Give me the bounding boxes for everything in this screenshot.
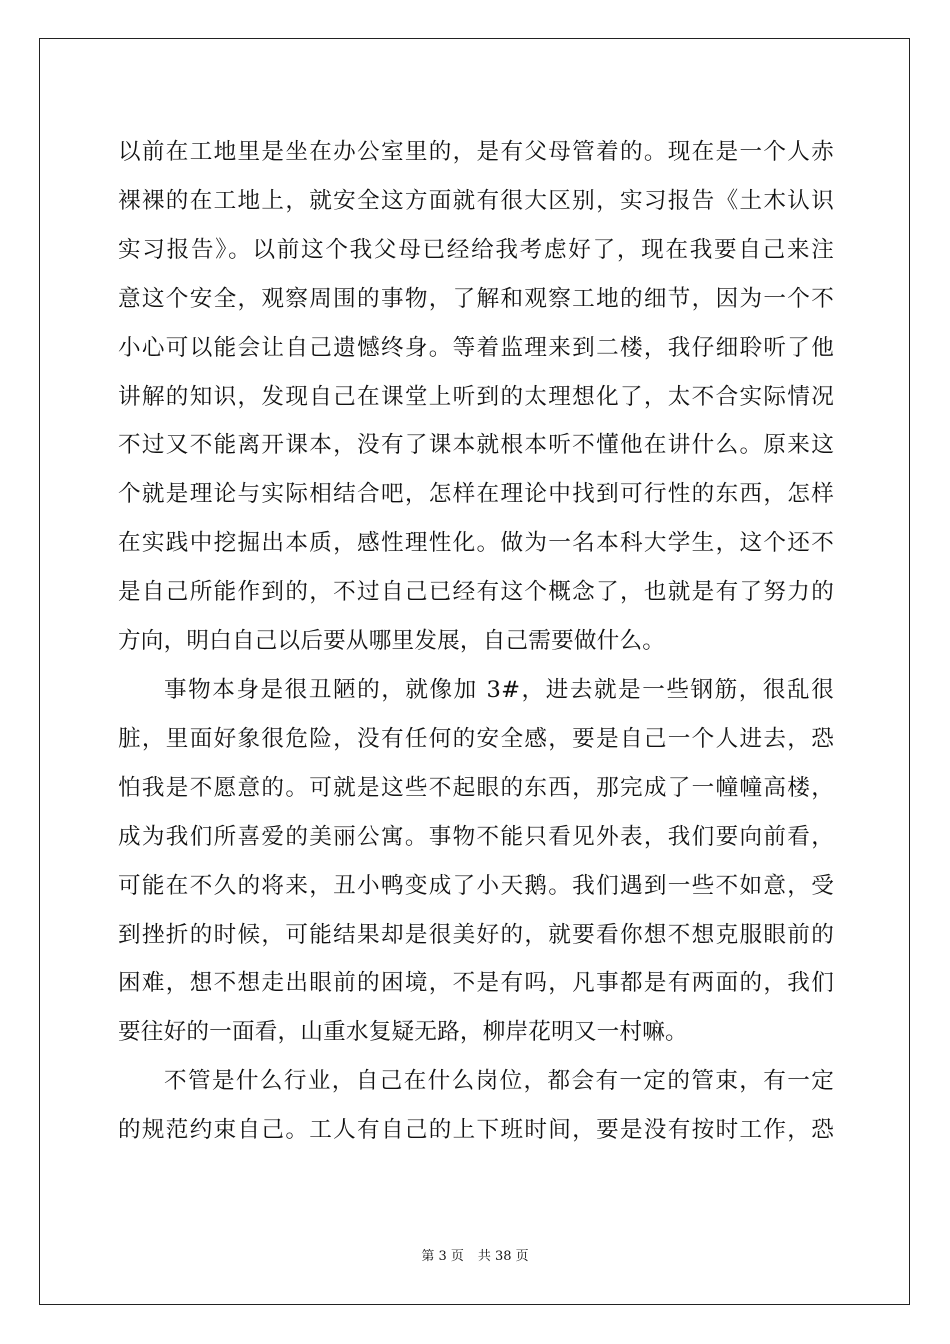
paragraph: [118, 666, 834, 1057]
text-line: 怕我是不愿意的。可就是这些不起眼的东西，那完成了一幢幢高楼，: [118, 774, 834, 801]
text-line: 小心可以能会让自己遗憾终身。等着监理来到二楼，我仔细聆听了他: [118, 334, 834, 361]
text-line: 不过又不能离开课本，没有了课本就根本听不懂他在讲什么。原来这: [118, 432, 834, 459]
paragraph: [118, 128, 834, 666]
page-number: 第 3 页: [421, 1249, 464, 1264]
text-line: 实习报告》。以前这个我父母已经给我考虑好了，现在我要自己来注: [118, 236, 834, 263]
page-total: 共 38 页: [477, 1249, 529, 1264]
text-line: 不管是什么行业，自己在什么岗位，都会有一定的管束，有一定: [164, 1068, 834, 1095]
text-line: 方向，明白自己以后要从哪里发展，自己需要做什么。: [118, 628, 666, 655]
text-line: 裸裸的在工地上，就安全这方面就有很大区别，实习报告《土木认识: [118, 187, 834, 214]
text-line: 是自己所能作到的，不过自己已经有这个概念了，也就是有了努力的: [118, 579, 834, 606]
text-line: 可能在不久的将来，丑小鸭变成了小天鹅。我们遇到一些不如意，受: [118, 872, 834, 899]
text-line: 在实践中挖掘出本质，感性理性化。做为一名本科大学生，这个还不: [118, 530, 834, 557]
text-line: 到挫折的时候，可能结果却是很美好的，就要看你想不想克服眼前的: [118, 921, 834, 948]
text-line: 的规范约束自己。工人有自己的上下班时间，要是没有按时工作，恐: [118, 1117, 834, 1144]
text-line: 要往好的一面看，山重水复疑无路，柳岸花明又一村嘛。: [118, 1019, 688, 1046]
text-line: 个就是理论与实际相结合吧，怎样在理论中找到可行性的东西，怎样: [118, 481, 834, 508]
text-line: 讲解的知识，发现自己在课堂上听到的太理想化了，太不合实际情况: [118, 383, 834, 410]
text-line: 成为我们所喜爱的美丽公寓。事物不能只看见外表，我们要向前看，: [118, 823, 834, 850]
text-line: 事物本身是很丑陋的，就像加 3#，进去就是一些钢筋，很乱很: [164, 676, 834, 703]
paragraph: [118, 1057, 834, 1155]
text-line: 困难，想不想走出眼前的困境，不是有吗，凡事都是有两面的，我们: [118, 970, 834, 997]
text-line: 意这个安全，观察周围的事物，了解和观察工地的细节，因为一个不: [118, 285, 834, 312]
document-body: [118, 128, 834, 1155]
text-line: 以前在工地里是坐在办公室里的，是有父母管着的。现在是一个人赤: [118, 139, 834, 165]
text-line: 脏，里面好象很危险，没有任何的安全感，要是自己一个人进去，恐: [118, 725, 834, 752]
page-footer: [0, 1245, 950, 1264]
